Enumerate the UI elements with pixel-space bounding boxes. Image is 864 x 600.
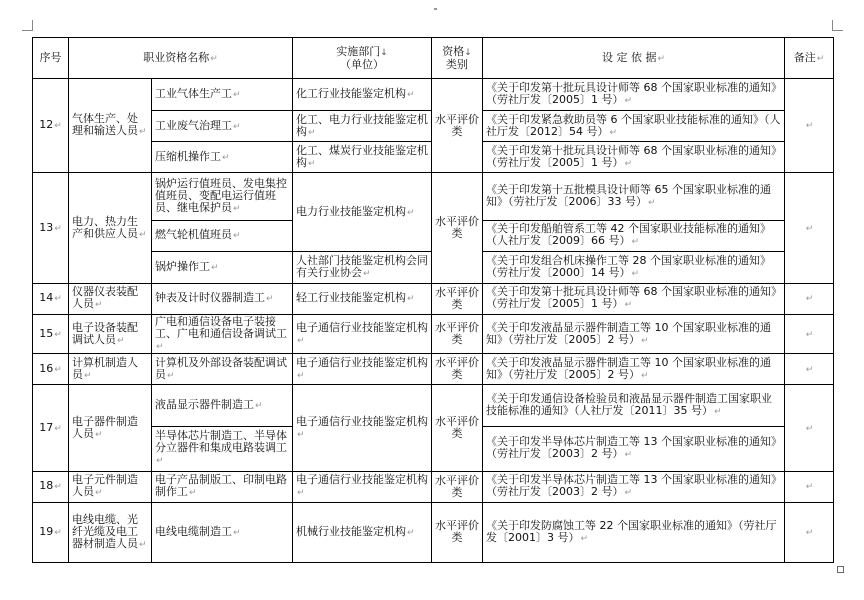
row-category: 电线电缆、光纤光缆及电工器材制造人员↵ <box>69 502 152 562</box>
row-no: 17↵ <box>33 385 69 472</box>
job-dept: 电子通信行业技能鉴定机构↵ <box>293 471 432 502</box>
job-name: 锅炉运行值班员、发电集控值班员、变配电运行值班员、继电保护员↵ <box>152 173 293 221</box>
job-basis: 《关于印发防腐蚀工等 22 个国家职业标准的通知》（劳社厅发〔2001〕3 号）↵ <box>483 502 785 562</box>
header-no: 序号 <box>33 38 69 79</box>
row-category: 仪器仪表装配人员↵ <box>69 283 152 314</box>
table-row <box>33 385 834 426</box>
job-level: 水平评价类 <box>432 471 483 502</box>
header-job: 职业资格名称↵ <box>69 38 293 79</box>
job-level: 水平评价类 <box>432 354 483 385</box>
job-name: 液晶显示器件制造工↵ <box>152 385 293 426</box>
job-name: 半导体芯片制造工、半导体分立器件和集成电路装调工↵ <box>152 426 293 471</box>
job-basis: 《关于印发组合机床操作工等 28 个国家职业标准的通知》（劳社厅发〔2000〕14 号）↵ <box>483 251 785 283</box>
job-level: 水平评价类 <box>432 283 483 314</box>
margin-corner-right <box>832 20 843 31</box>
job-name: 工业气体生产工↵ <box>152 79 293 111</box>
table-row <box>33 173 834 221</box>
table-row <box>33 283 834 314</box>
job-name: 计算机及外部设备装配调试员↵ <box>152 354 293 385</box>
job-basis: 《关于印发半导体芯片制造工等 13 个国家职业标准的通知》（劳社厅发〔2003〕2 号）↵ <box>483 426 785 471</box>
job-dept: 人社部门技能鉴定机构会同有关行业协会↵ <box>293 251 432 283</box>
margin-corner-left <box>22 20 33 31</box>
header-basis: 设 定 依 据↵ <box>483 38 785 79</box>
table-row <box>33 314 834 353</box>
job-level: 水平评价类 <box>432 502 483 562</box>
job-basis: 《关于印发液晶显示器件制造工等 10 个国家职业标准的通知》（劳社厅发〔2005〕2 号）↵ <box>483 354 785 385</box>
row-category: 电力、热力生产和供应人员↵ <box>69 173 152 284</box>
job-name: 燃气轮机值班员↵ <box>152 220 293 251</box>
job-name: 压缩机操作工↵ <box>152 142 293 173</box>
job-name: 工业废气治理工↵ <box>152 111 293 142</box>
row-no: 18↵ <box>33 471 69 502</box>
row-note: ↵ <box>785 502 834 562</box>
job-name: 锅炉操作工↵ <box>152 251 293 283</box>
row-no: 12↵ <box>33 79 69 173</box>
header-category: 资格↓ 类别 <box>432 38 483 79</box>
job-basis: 《关于印发第十批玩具设计师等 68 个国家职业标准的通知》（劳社厅发〔2005〕1 号）↵ <box>483 79 785 111</box>
row-category: 电子设备装配调试人员↵ <box>69 314 152 353</box>
header-mark <box>434 8 437 10</box>
row-no: 13↵ <box>33 173 69 284</box>
table-row <box>33 354 834 385</box>
job-basis: 《关于印发紧急救助员等 6 个国家职业技能标准的通知》（人社厅发〔2012〕54 号）↵ <box>483 111 785 142</box>
row-no: 16↵ <box>33 354 69 385</box>
job-level: 水平评价类 <box>432 79 483 173</box>
row-note: ↵ <box>785 385 834 472</box>
job-dept: 轻工行业技能鉴定机构↵ <box>293 283 432 314</box>
job-dept: 电力行业技能鉴定机构↵ <box>293 173 432 252</box>
table-row <box>33 471 834 502</box>
job-name: 电线电缆制造工↵ <box>152 502 293 562</box>
row-no: 14↵ <box>33 283 69 314</box>
job-basis: 《关于印发第十五批模具设计师等 65 个国家职业标准的通知》（劳社厅发〔2006〕33 号）↵ <box>483 173 785 221</box>
row-note: ↵ <box>785 283 834 314</box>
row-note: ↵ <box>785 354 834 385</box>
row-no: 19↵ <box>33 502 69 562</box>
job-basis: 《关于印发液晶显示器件制造工等 10 个国家职业标准的通知》（劳社厅发〔2005〕2 号）↵ <box>483 314 785 353</box>
row-category: 电子器件制造人员↵ <box>69 385 152 472</box>
job-level: 水平评价类 <box>432 314 483 353</box>
table-header-row <box>33 38 834 79</box>
job-dept: 化工行业技能鉴定机构↵ <box>293 79 432 111</box>
qualification-table <box>32 37 834 563</box>
row-note: ↵ <box>785 79 834 173</box>
job-dept: 电子通信行业技能鉴定机构↵ <box>293 354 432 385</box>
job-dept: 化工、电力行业技能鉴定机构↵ <box>293 111 432 142</box>
job-basis: 《关于印发半导体芯片制造工等 13 个国家职业标准的通知》（劳社厅发〔2003〕2 号）↵ <box>483 471 785 502</box>
row-category: 电子元件制造人员↵ <box>69 471 152 502</box>
table-row <box>33 502 834 562</box>
job-dept: 化工、煤炭行业技能鉴定机构↵ <box>293 142 432 173</box>
row-note: ↵ <box>785 173 834 284</box>
job-basis: 《关于印发第十批玩具设计师等 68 个国家职业标准的通知》（劳社厅发〔2005〕1 号）↵ <box>483 142 785 173</box>
row-category: 气体生产、处理和输送人员↵ <box>69 79 152 173</box>
table-end-mark <box>837 566 844 573</box>
job-name: 广电和通信设备电子装接工、广电和通信设备调试工↵ <box>152 314 293 353</box>
job-basis: 《关于印发第十批玩具设计师等 68 个国家职业标准的通知》（劳社厅发〔2005〕1 号）↵ <box>483 283 785 314</box>
job-name: 钟表及计时仪器制造工↵ <box>152 283 293 314</box>
job-basis: 《关于印发通信设备检验员和液晶显示器件制造工国家职业技能标准的通知》（人社厅发〔2011〕35 号）↵ <box>483 385 785 426</box>
job-dept: 机械行业技能鉴定机构↵ <box>293 502 432 562</box>
job-dept: 电子通信行业技能鉴定机构↵ <box>293 385 432 472</box>
table-row <box>33 79 834 111</box>
header-dept: 实施部门↓ （单位） <box>293 38 432 79</box>
job-dept: 电子通信行业技能鉴定机构↵ <box>293 314 432 353</box>
job-level: 水平评价类 <box>432 173 483 284</box>
job-level: 水平评价类 <box>432 385 483 472</box>
row-note: ↵ <box>785 471 834 502</box>
job-basis: 《关于印发船舶管系工等 42 个国家职业技能标准的通知》（人社厅发〔2009〕66 号）↵ <box>483 220 785 251</box>
row-category: 计算机制造人员↵ <box>69 354 152 385</box>
header-note: 备注↵ <box>785 38 834 79</box>
job-name: 电子产品制版工、印制电路制作工↵ <box>152 471 293 502</box>
row-note: ↵ <box>785 314 834 353</box>
row-no: 15↵ <box>33 314 69 353</box>
